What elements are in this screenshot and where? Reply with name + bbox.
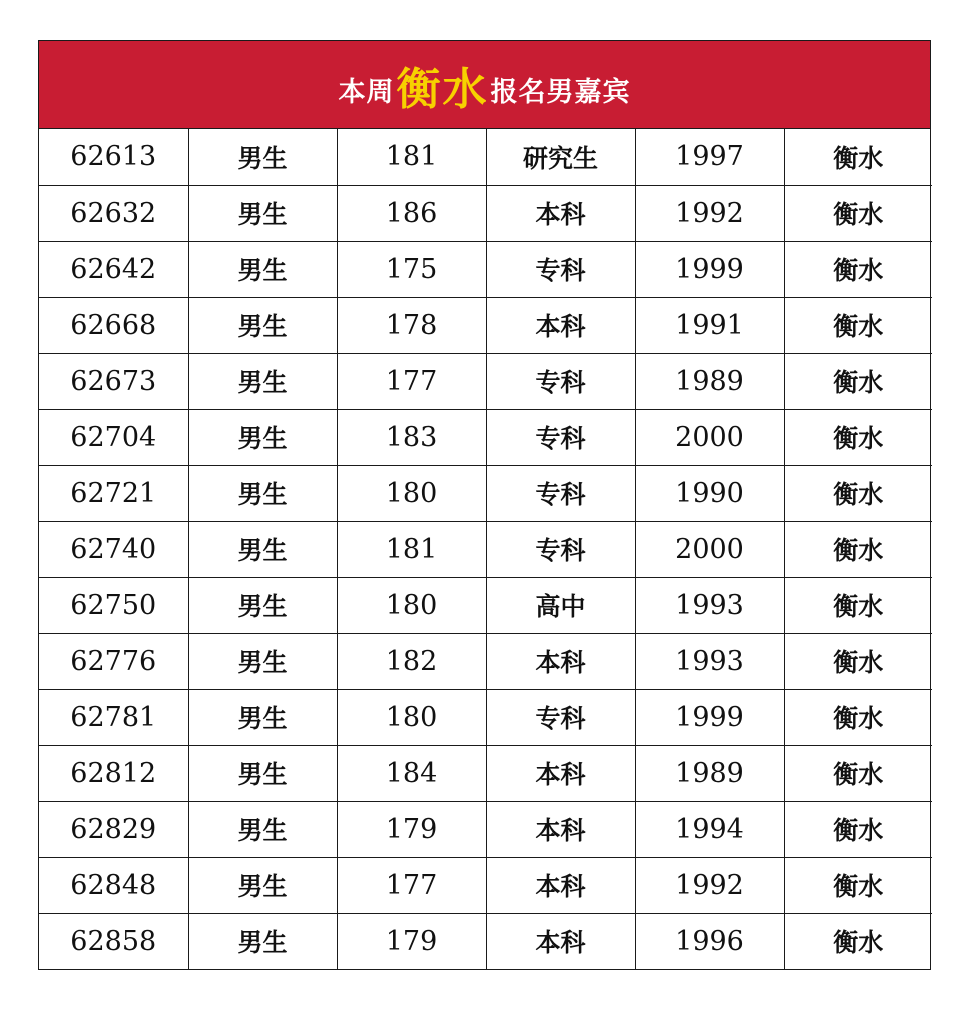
table-row: [39, 409, 932, 465]
location-cell: 衡水: [784, 409, 932, 465]
height-cell: 177: [337, 353, 486, 409]
id-cell: 62781: [39, 689, 188, 745]
education-cell: 本科: [486, 857, 635, 913]
birth-year-cell: 2000: [635, 409, 784, 465]
gender-cell: 男生: [188, 241, 337, 297]
table-row: [39, 185, 932, 241]
birth-year-cell: 1997: [635, 129, 784, 185]
height-cell: 182: [337, 633, 486, 689]
education-cell: 专科: [486, 409, 635, 465]
height-cell: 178: [337, 297, 486, 353]
table-row: [39, 577, 932, 633]
table-row: [39, 241, 932, 297]
education-cell: 本科: [486, 913, 635, 969]
height-cell: 183: [337, 409, 486, 465]
location-cell: 衡水: [784, 633, 932, 689]
id-cell: 62740: [39, 521, 188, 577]
id-cell: 62829: [39, 801, 188, 857]
birth-year-cell: 1996: [635, 913, 784, 969]
id-cell: 62673: [39, 353, 188, 409]
location-cell: 衡水: [784, 689, 932, 745]
location-cell: 衡水: [833, 928, 884, 958]
height-cell: 177: [337, 857, 486, 913]
height-cell: 175: [337, 241, 486, 297]
gender-cell: 男生: [188, 521, 337, 577]
birth-year-cell: 1992: [635, 185, 784, 241]
gender-cell: 男生: [188, 913, 337, 969]
id-cell: 62704: [39, 409, 188, 465]
title-banner: [39, 41, 930, 129]
id-cell: 62613: [39, 129, 188, 185]
title-suffix: 报名男嘉宾: [490, 77, 631, 108]
id-cell: 62668: [39, 297, 188, 353]
gender-cell: 男生: [188, 297, 337, 353]
height-cell: 181: [337, 521, 486, 577]
education-cell: 专科: [486, 689, 635, 745]
gender-cell: 男生: [188, 129, 337, 185]
id-cell: 62776: [39, 633, 188, 689]
table-row: [39, 129, 932, 185]
location-cell: 衡水: [784, 129, 932, 185]
birth-year-cell: 1992: [635, 857, 784, 913]
education-cell: 专科: [486, 465, 635, 521]
id-cell: 62632: [39, 185, 188, 241]
education-cell: 高中: [486, 577, 635, 633]
height-cell: 179: [337, 913, 486, 969]
height-cell: 180: [337, 577, 486, 633]
id-cell: 62750: [39, 577, 188, 633]
table-row: [39, 297, 932, 353]
birth-year-cell: 1994: [635, 801, 784, 857]
location-cell: 衡水: [784, 521, 932, 577]
education-cell: 专科: [486, 241, 635, 297]
location-cell: 衡水: [784, 577, 932, 633]
birth-year-cell: 1999: [635, 241, 784, 297]
table-row: [39, 801, 932, 857]
roster-card: [38, 40, 931, 970]
table-row: [39, 353, 932, 409]
gender-cell: 男生: [188, 465, 337, 521]
height-cell: 179: [337, 801, 486, 857]
location-cell: 衡水: [784, 353, 932, 409]
location-cell: 衡水: [784, 801, 932, 857]
height-cell: 180: [337, 689, 486, 745]
height-cell: 181: [337, 129, 486, 185]
gender-cell: 男生: [188, 577, 337, 633]
location-cell: 衡水: [784, 297, 932, 353]
height-cell: 180: [337, 465, 486, 521]
birth-year-cell: 1993: [635, 577, 784, 633]
table-row: [39, 633, 932, 689]
gender-cell: 男生: [188, 745, 337, 801]
table-row: [39, 857, 932, 913]
birth-year-cell: 1989: [635, 353, 784, 409]
birth-year-cell: 1991: [635, 297, 784, 353]
location-cell: 衡水: [784, 241, 932, 297]
education-cell: 本科: [486, 297, 635, 353]
roster-table-body: [39, 129, 932, 969]
education-cell: 专科: [486, 353, 635, 409]
education-cell: 本科: [486, 801, 635, 857]
height-cell: 186: [337, 185, 486, 241]
education-cell: 本科: [486, 185, 635, 241]
id-cell: 62721: [39, 465, 188, 521]
table-row: [39, 521, 932, 577]
gender-cell: 男生: [188, 633, 337, 689]
location-cell: 衡水: [784, 745, 932, 801]
education-cell: 研究生: [486, 129, 635, 185]
height-cell: 184: [337, 745, 486, 801]
gender-cell: 男生: [188, 857, 337, 913]
birth-year-cell: 2000: [635, 521, 784, 577]
gender-cell: 男生: [188, 353, 337, 409]
table-row: [39, 465, 932, 521]
gender-cell: 男生: [188, 409, 337, 465]
id-cell: 62642: [39, 241, 188, 297]
gender-cell: 男生: [188, 801, 337, 857]
id-cell: 62812: [39, 745, 188, 801]
table-row: [39, 745, 932, 801]
title-highlight: 衡水: [396, 63, 489, 115]
id-cell: 62848: [39, 857, 188, 913]
education-cell: 本科: [486, 633, 635, 689]
education-cell: 专科: [486, 521, 635, 577]
birth-year-cell: 1993: [635, 633, 784, 689]
table-row: [39, 689, 932, 745]
birth-year-cell: 1989: [635, 745, 784, 801]
id-cell: 62858: [39, 913, 188, 969]
gender-cell: 男生: [188, 185, 337, 241]
roster-table: [39, 129, 932, 969]
education-cell: 本科: [486, 745, 635, 801]
title-prefix: 本周: [338, 77, 395, 108]
location-cell: 衡水: [784, 465, 932, 521]
gender-cell: 男生: [188, 689, 337, 745]
birth-year-cell: 1999: [635, 689, 784, 745]
table-row: [39, 913, 932, 969]
birth-year-cell: 1990: [635, 465, 784, 521]
location-cell: 衡水: [784, 185, 932, 241]
location-cell: 衡水: [784, 857, 932, 913]
